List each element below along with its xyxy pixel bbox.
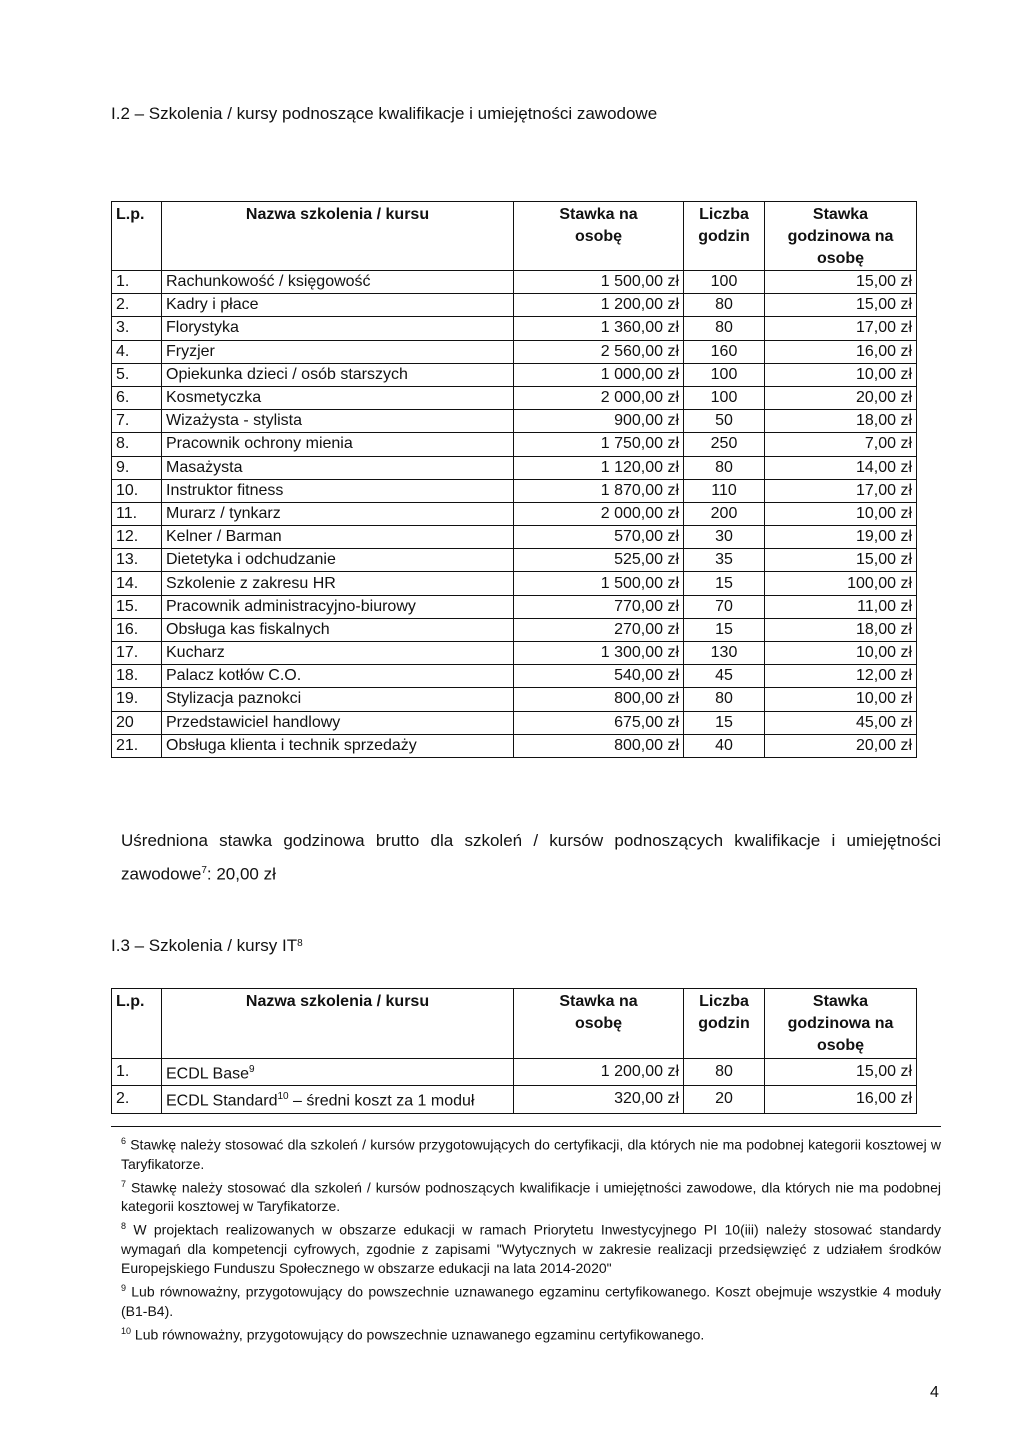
row-lp: 6.	[112, 386, 162, 409]
row-hourly-rate: 14,00 zł	[765, 456, 917, 479]
footnote-text: Stawkę należy stosować dla szkoleń / kursów przygotowujących do certyfikacji, dla których nie ma podobnej kategorii kosztowej w Taryfikatorze.	[121, 1136, 941, 1172]
row-course-name	[162, 1086, 514, 1113]
row-rate-per-person: 675,00 zł	[514, 711, 684, 734]
row-course-name: Instruktor fitness	[162, 479, 514, 502]
row-course-name: Obsługa kas fiskalnych	[162, 618, 514, 641]
table-row	[112, 642, 917, 665]
row-hours: 80	[684, 456, 765, 479]
row-course-name	[162, 1059, 514, 1086]
table-row	[112, 549, 917, 572]
row-hourly-rate: 17,00 zł	[765, 479, 917, 502]
table-row	[112, 1059, 917, 1086]
course-footnote-ref: 10	[277, 1091, 289, 1103]
table-row	[112, 502, 917, 525]
course-name-text: ECDL Standard	[166, 1092, 278, 1110]
row-hours: 200	[684, 502, 765, 525]
row-course-name: Murarz / tynkarz	[162, 502, 514, 525]
row-course-name: Florystyka	[162, 317, 514, 340]
row-lp: 11.	[112, 502, 162, 525]
row-course-name: Obsługa klienta i technik sprzedaży	[162, 734, 514, 757]
row-hours: 80	[684, 294, 765, 317]
row-hourly-rate: 18,00 zł	[765, 618, 917, 641]
footnote-8	[121, 1217, 941, 1278]
row-rate-per-person: 525,00 zł	[514, 549, 684, 572]
row-course-name: Opiekunka dzieci / osób starszych	[162, 363, 514, 386]
row-rate-per-person: 770,00 zł	[514, 595, 684, 618]
row-hours: 50	[684, 410, 765, 433]
row-lp: 7.	[112, 410, 162, 433]
row-hourly-rate: 15,00 zł	[765, 549, 917, 572]
row-rate-per-person: 800,00 zł	[514, 688, 684, 711]
row-hours: 100	[684, 271, 765, 294]
footnote-number: 6	[121, 1136, 127, 1146]
row-rate-per-person: 320,00 zł	[514, 1086, 684, 1113]
table-row	[112, 595, 917, 618]
row-lp: 15.	[112, 595, 162, 618]
row-rate-per-person: 570,00 zł	[514, 526, 684, 549]
course-name-text: ECDL Base	[166, 1065, 249, 1083]
row-hourly-rate: 16,00 zł	[765, 1086, 917, 1113]
row-rate-per-person: 1 000,00 zł	[514, 363, 684, 386]
footnote-number: 8	[121, 1221, 127, 1232]
row-hours: 15	[684, 618, 765, 641]
row-rate-per-person: 270,00 zł	[514, 618, 684, 641]
row-lp: 17.	[112, 642, 162, 665]
table-row	[112, 317, 917, 340]
table-body-1-3	[112, 1059, 917, 1114]
row-hourly-rate: 10,00 zł	[765, 688, 917, 711]
row-rate-per-person: 2 560,00 zł	[514, 340, 684, 363]
row-hourly-rate: 20,00 zł	[765, 386, 917, 409]
header-name: Nazwa szkolenia / kursu	[162, 202, 514, 271]
section-title-1-3-footnote-ref: 8	[297, 938, 303, 949]
row-hourly-rate: 18,00 zł	[765, 410, 917, 433]
footnote-divider	[111, 1126, 941, 1127]
row-hours: 35	[684, 549, 765, 572]
row-lp: 18.	[112, 665, 162, 688]
header-lp: L.p.	[112, 989, 162, 1059]
header-rate: Stawka na osobę	[514, 989, 684, 1059]
table-row	[112, 340, 917, 363]
row-hourly-rate: 20,00 zł	[765, 734, 917, 757]
average-rate-text: Uśredniona stawka godzinowa brutto dla szkoleń / kursów podnoszących kwalifikacje i umiejętności zawodowe	[121, 831, 941, 884]
row-lp: 13.	[112, 549, 162, 572]
row-rate-per-person: 2 000,00 zł	[514, 502, 684, 525]
row-hourly-rate: 7,00 zł	[765, 433, 917, 456]
row-hourly-rate: 15,00 zł	[765, 271, 917, 294]
row-hourly-rate: 15,00 zł	[765, 294, 917, 317]
row-hours: 100	[684, 363, 765, 386]
row-lp: 4.	[112, 340, 162, 363]
row-hours: 20	[684, 1086, 765, 1113]
footnote-6	[121, 1132, 941, 1174]
row-course-name: Przedstawiciel handlowy	[162, 711, 514, 734]
row-hourly-rate: 10,00 zł	[765, 502, 917, 525]
row-course-name: Szkolenie z zakresu HR	[162, 572, 514, 595]
row-hours: 15	[684, 711, 765, 734]
page-number: 4	[930, 1384, 939, 1401]
table-row	[112, 456, 917, 479]
row-lp: 1.	[112, 1059, 162, 1086]
footnote-text: W projektach realizowanych w obszarze edukacji w ramach Priorytetu Inwestycyjnego PI 10(iii) należy stosować standardy wymagań dla kompetencji cyfrowych, zgodnie z zapisami "Wytycznych w zakresie realizacji przedsięwzięć z udziałem środków Europejskiego Funduszu Społecznego w obszarze edukacji na lata 2014-2020"	[121, 1221, 941, 1276]
row-hours: 80	[684, 317, 765, 340]
average-rate-paragraph	[121, 826, 941, 890]
row-lp: 1.	[112, 271, 162, 294]
row-lp: 12.	[112, 526, 162, 549]
course-footnote-ref: 9	[249, 1064, 255, 1075]
section-title-1-3-text: I.3 – Szkolenia / kursy IT	[111, 936, 298, 955]
table-row	[112, 294, 917, 317]
table-row	[112, 734, 917, 757]
average-rate-footnote-ref: 7	[201, 865, 207, 876]
row-course-name: Dietetyka i odchudzanie	[162, 549, 514, 572]
row-rate-per-person: 1 750,00 zł	[514, 433, 684, 456]
section-title-1-3	[111, 936, 303, 956]
row-hours: 100	[684, 386, 765, 409]
row-course-name: Kelner / Barman	[162, 526, 514, 549]
row-hours: 160	[684, 340, 765, 363]
row-hourly-rate: 19,00 zł	[765, 526, 917, 549]
row-rate-per-person: 540,00 zł	[514, 665, 684, 688]
footnote-number: 7	[121, 1178, 127, 1189]
row-hours: 40	[684, 734, 765, 757]
table-row	[112, 526, 917, 549]
row-hours: 80	[684, 688, 765, 711]
row-rate-per-person: 800,00 zł	[514, 734, 684, 757]
table-row	[112, 688, 917, 711]
footnote-7	[121, 1175, 941, 1217]
table-body-1-2	[112, 271, 917, 758]
header-name: Nazwa szkolenia / kursu	[162, 989, 514, 1059]
row-hours: 110	[684, 479, 765, 502]
row-rate-per-person: 1 500,00 zł	[514, 572, 684, 595]
table-row	[112, 1086, 917, 1113]
row-hourly-rate: 16,00 zł	[765, 340, 917, 363]
row-lp: 3.	[112, 317, 162, 340]
row-rate-per-person: 1 500,00 zł	[514, 271, 684, 294]
table-row	[112, 363, 917, 386]
row-course-name: Stylizacja paznokci	[162, 688, 514, 711]
header-hours: Liczba godzin	[684, 202, 765, 271]
header-lp: L.p.	[112, 202, 162, 271]
section-title-1-2: I.2 – Szkolenia / kursy podnoszące kwalifikacje i umiejętności zawodowe	[111, 104, 658, 123]
row-rate-per-person: 1 120,00 zł	[514, 456, 684, 479]
row-hourly-rate: 15,00 zł	[765, 1059, 917, 1086]
row-course-name: Kadry i płace	[162, 294, 514, 317]
table-header-row	[112, 202, 917, 271]
table-row	[112, 271, 917, 294]
row-hours: 250	[684, 433, 765, 456]
header-hourly: Stawka godzinowa na osobę	[765, 989, 917, 1059]
course-name-suffix: – średni koszt za 1 moduł	[288, 1092, 475, 1110]
row-hours: 70	[684, 595, 765, 618]
row-course-name: Wizażysta - stylista	[162, 410, 514, 433]
row-lp: 19.	[112, 688, 162, 711]
footnote-number: 10	[121, 1325, 132, 1336]
row-lp: 8.	[112, 433, 162, 456]
row-hours: 30	[684, 526, 765, 549]
footnote-text: Lub równoważny, przygotowujący do powszechnie uznawanego egzaminu certyfikowanego.	[131, 1326, 705, 1343]
footnote-number: 9	[121, 1282, 127, 1293]
header-hours: Liczba godzin	[684, 989, 765, 1059]
row-course-name: Palacz kotłów C.O.	[162, 665, 514, 688]
row-hours: 130	[684, 642, 765, 665]
row-rate-per-person: 1 360,00 zł	[514, 317, 684, 340]
row-rate-per-person: 1 870,00 zł	[514, 479, 684, 502]
row-lp: 9.	[112, 456, 162, 479]
footnotes	[121, 1132, 941, 1345]
table-header-row	[112, 989, 917, 1059]
row-hourly-rate: 45,00 zł	[765, 711, 917, 734]
table-row	[112, 386, 917, 409]
row-course-name: Kucharz	[162, 642, 514, 665]
table-row	[112, 572, 917, 595]
row-course-name: Fryzjer	[162, 340, 514, 363]
row-hours: 80	[684, 1059, 765, 1086]
footnote-text: Lub równoważny, przygotowujący do powszechnie uznawanego egzaminu certyfikowanego. Koszt obejmuje wszystkie 4 moduły (B1-B4).	[121, 1283, 941, 1319]
row-course-name: Kosmetyczka	[162, 386, 514, 409]
header-hourly: Stawka godzinowa na osobę	[765, 202, 917, 271]
row-lp: 14.	[112, 572, 162, 595]
footnote-text: Stawkę należy stosować dla szkoleń / kursów podnoszących kwalifikacje i umiejętności zawodowe, dla których nie ma podobnej kategorii kosztowej w Taryfikatorze.	[121, 1179, 941, 1215]
table-row	[112, 479, 917, 502]
row-rate-per-person: 2 000,00 zł	[514, 386, 684, 409]
row-hourly-rate: 10,00 zł	[765, 642, 917, 665]
row-rate-per-person: 900,00 zł	[514, 410, 684, 433]
table-row	[112, 665, 917, 688]
row-lp: 2.	[112, 1086, 162, 1113]
average-rate-value: : 20,00 zł	[206, 864, 276, 884]
row-lp: 5.	[112, 363, 162, 386]
table-row	[112, 618, 917, 641]
row-course-name: Masażysta	[162, 456, 514, 479]
training-table-1-2	[111, 201, 917, 758]
row-hourly-rate: 100,00 zł	[765, 572, 917, 595]
row-hours: 15	[684, 572, 765, 595]
training-table-1-3	[111, 988, 917, 1114]
footnote-9	[121, 1279, 941, 1321]
row-lp: 20	[112, 711, 162, 734]
row-hourly-rate: 11,00 zł	[765, 595, 917, 618]
footnote-10	[121, 1322, 941, 1345]
row-lp: 2.	[112, 294, 162, 317]
row-lp: 10.	[112, 479, 162, 502]
table-row	[112, 410, 917, 433]
row-hourly-rate: 17,00 zł	[765, 317, 917, 340]
row-hourly-rate: 10,00 zł	[765, 363, 917, 386]
row-rate-per-person: 1 300,00 zł	[514, 642, 684, 665]
row-course-name: Rachunkowość / księgowość	[162, 271, 514, 294]
row-course-name: Pracownik administracyjno-biurowy	[162, 595, 514, 618]
table-row	[112, 433, 917, 456]
row-lp: 16.	[112, 618, 162, 641]
row-hourly-rate: 12,00 zł	[765, 665, 917, 688]
row-course-name: Pracownik ochrony mienia	[162, 433, 514, 456]
row-lp: 21.	[112, 734, 162, 757]
row-rate-per-person: 1 200,00 zł	[514, 294, 684, 317]
row-rate-per-person: 1 200,00 zł	[514, 1059, 684, 1086]
row-hours: 45	[684, 665, 765, 688]
header-rate: Stawka na osobę	[514, 202, 684, 271]
table-row	[112, 711, 917, 734]
